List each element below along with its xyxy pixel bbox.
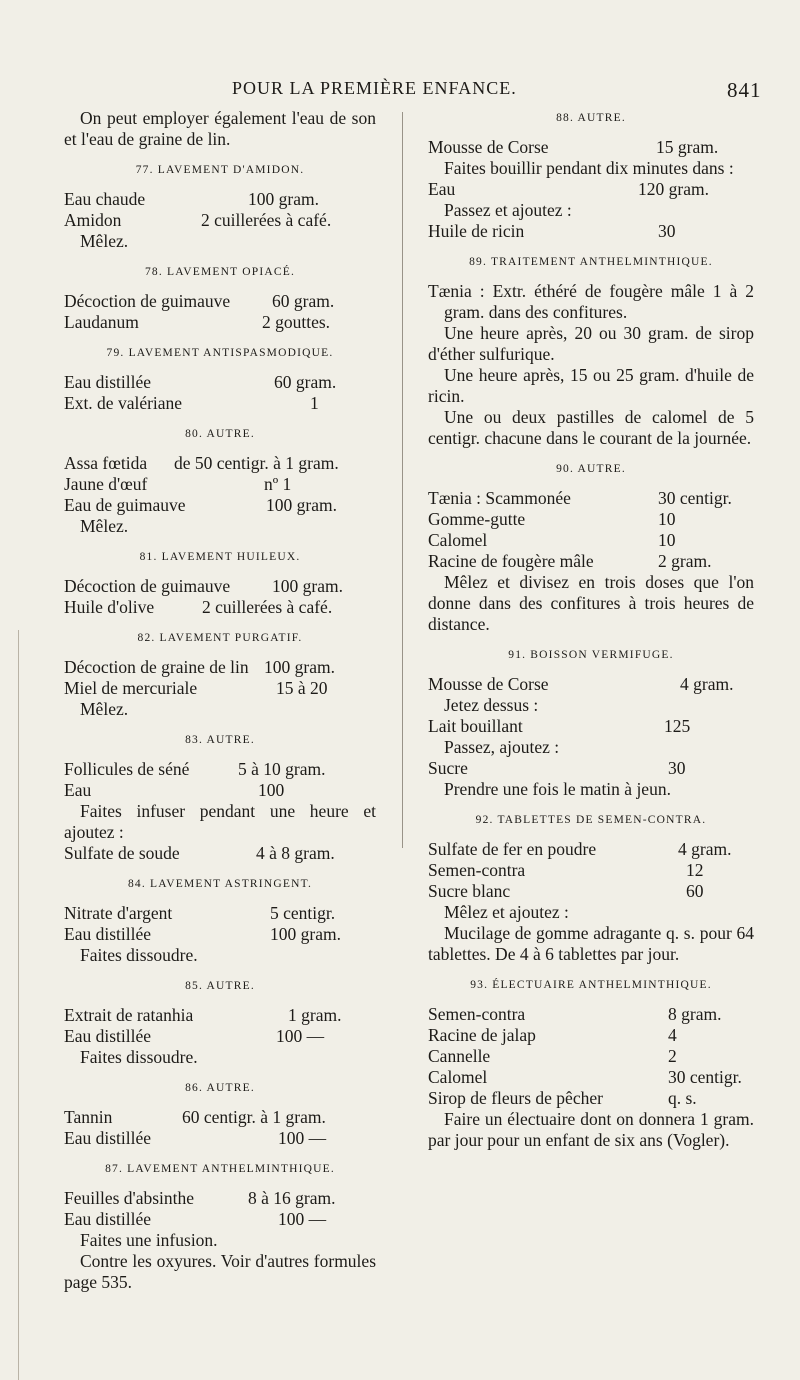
instruction-text: Une ou deux pastilles de calomel de 5 centigr. chacune dans le courant de la journée. [428, 407, 754, 448]
recipe-row: Mousse de Corse 15 gram. [428, 137, 719, 157]
recipe-row: Tænia : Scammonée 30 centigr. [428, 488, 732, 508]
recipe-row: Huile de ricin 30 [428, 221, 676, 241]
left-column [64, 108, 376, 1293]
heading-93: 93. ÉLECTUAIRE ANTHELMINTHIQUE. [470, 979, 712, 991]
recipe-row: Eau de guimauve 100 gram. [64, 495, 337, 515]
recipe-row: Sirop de fleurs de pêcher q. s. [428, 1088, 697, 1108]
recipe-row: Amidon 2 cuillerées à café. [64, 210, 332, 230]
recipe-row: Ext. de valériane 1 [64, 393, 319, 413]
recipe-row: Feuilles d'absinthe 8 à 16 gram. [64, 1188, 336, 1208]
note: Mêlez. [80, 699, 129, 719]
recipe-row: Décoction de guimauve 60 gram. [64, 291, 335, 311]
recipe-row: Eau distillée 100 — [64, 1128, 327, 1148]
recipe-row: Sucre 30 [428, 758, 686, 778]
recipe-row: Eau distillée 100 — [64, 1209, 327, 1229]
recipe-row: Laudanum 2 gouttes. [64, 312, 331, 332]
recipe-row: Eau 100 [64, 780, 285, 800]
instruction-text: Contre les oxyures. Voir d'autres formules page 535. [64, 1251, 376, 1292]
heading-84: 84. LAVEMENT ASTRINGENT. [127, 878, 313, 890]
heading-83: 83. AUTRE. [185, 734, 255, 746]
heading-92: 92. TABLETTES DE SEMEN-CONTRA. [475, 814, 707, 826]
recipe-row: Follicules de séné 5 à 10 gram. [64, 759, 326, 779]
heading-78: 78. LAVEMENT OPIACÉ. [144, 266, 296, 278]
recipe-row: Décoction de graine de lin 100 gram. [64, 657, 335, 677]
instruction-text: Prendre une fois le matin à jeun. [444, 779, 671, 799]
recipe-row: Sucre blanc 60 [428, 881, 704, 901]
note: Passez et ajoutez : [444, 200, 572, 220]
instruction-text: Faites bouillir pendant dix minutes dans : [444, 158, 734, 178]
heading-90: 90. AUTRE. [556, 463, 626, 475]
recipe-row: Semen-contra 12 [428, 860, 704, 880]
scan-edge-line [18, 630, 19, 1380]
intro-paragraph: On peut employer également l'eau de son et l'eau de graine de lin. [64, 108, 376, 149]
column-rule [402, 112, 403, 848]
recipe-row: Eau chaude 100 gram. [64, 189, 319, 209]
recipe-row: Eau 120 gram. [428, 179, 709, 199]
heading-85: 85. AUTRE. [185, 980, 255, 992]
recipe-row: Calomel 10 [428, 530, 676, 550]
heading-86: 86. AUTRE. [185, 1082, 255, 1094]
heading-88: 88. AUTRE. [556, 112, 626, 124]
right-column [428, 108, 754, 1151]
note: Passez, ajoutez : [444, 737, 560, 757]
recipe-row: Eau distillée 60 gram. [64, 372, 337, 392]
note: Faites une infusion. [80, 1230, 218, 1250]
recipe-row: Racine de jalap 4 [428, 1025, 677, 1045]
recipe-row: Sulfate de soude 4 à 8 gram. [64, 843, 335, 863]
recipe-row: Semen-contra 8 gram. [428, 1004, 722, 1024]
instruction-text: Mucilage de gomme adragante q. s. pour 64 tablettes. De 4 à 6 tablettes par jour. [428, 923, 754, 964]
recipe-row: Racine de fougère mâle 2 gram. [428, 551, 712, 571]
recipe-row: Eau distillée 100 gram. [64, 924, 341, 944]
note: Faites dissoudre. [80, 945, 198, 965]
note: Mêlez. [80, 231, 129, 251]
running-title: POUR LA PREMIÈRE ENFANCE. [232, 78, 517, 98]
instruction-text: Mêlez et divisez en trois doses que l'on donne dans des confitures à trois heures de distance. [428, 572, 754, 634]
recipe-row: Assa fœtida de 50 centigr. à 1 gram. [64, 453, 339, 473]
note: Jetez dessus : [444, 695, 539, 715]
recipe-row: Extrait de ratanhia 1 gram. [64, 1005, 342, 1025]
recipe-row: Lait bouillant 125 [428, 716, 691, 736]
recipe-row: Huile d'olive 2 cuillerées à café. [64, 597, 333, 617]
heading-77: 77. LAVEMENT D'AMIDON. [135, 164, 305, 176]
instruction-text: Faire un électuaire dont on donnera 1 gram. par jour pour un enfant de six ans (Vogler). [428, 1109, 754, 1150]
instruction-text: Faites infuser pendant une heure et ajoutez : [64, 801, 376, 842]
note: Mêlez. [80, 516, 129, 536]
recipe-row: Cannelle 2 [428, 1046, 677, 1066]
note: Mêlez et ajoutez : [444, 902, 569, 922]
instruction-text: Une heure après, 20 ou 30 gram. de sirop d'éther sulfurique. [428, 323, 754, 364]
recipe-row: Nitrate d'argent 5 centigr. [64, 903, 336, 923]
heading-82: 82. LAVEMENT PURGATIF. [137, 632, 303, 644]
heading-89: 89. TRAITEMENT ANTHELMINTHIQUE. [469, 256, 713, 268]
heading-91: 91. BOISSON VERMIFUGE. [508, 649, 674, 661]
recipe-row: Eau distillée 100 — [64, 1026, 325, 1046]
heading-87: 87. LAVEMENT ANTHELMINTHIQUE. [105, 1163, 335, 1175]
recipe-row: Jaune d'œuf nº 1 [64, 474, 292, 494]
heading-80: 80. AUTRE. [185, 428, 255, 440]
recipe-row: Décoction de guimauve 100 gram. [64, 576, 343, 596]
recipe-row: Mousse de Corse 4 gram. [428, 674, 734, 694]
instruction-text: Une heure après, 15 ou 25 gram. d'huile de ricin. [428, 365, 754, 406]
recipe-row: Gomme-gutte 10 [428, 509, 676, 529]
recipe-row: Calomel 30 centigr. [428, 1067, 742, 1087]
instruction-text: Tænia : Extr. éthéré de fougère mâle 1 à 2 gram. dans des confitures. [428, 281, 754, 322]
page-number: 841 [727, 78, 762, 102]
heading-81: 81. LAVEMENT HUILEUX. [139, 551, 301, 563]
recipe-row: Sulfate de fer en poudre 4 gram. [428, 839, 732, 859]
recipe-row: Tannin 60 centigr. à 1 gram. [64, 1107, 326, 1127]
recipe-row: Miel de mercuriale 15 à 20 [64, 678, 328, 698]
note: Faites dissoudre. [80, 1047, 198, 1067]
heading-79: 79. LAVEMENT ANTISPASMODIQUE. [106, 347, 334, 359]
